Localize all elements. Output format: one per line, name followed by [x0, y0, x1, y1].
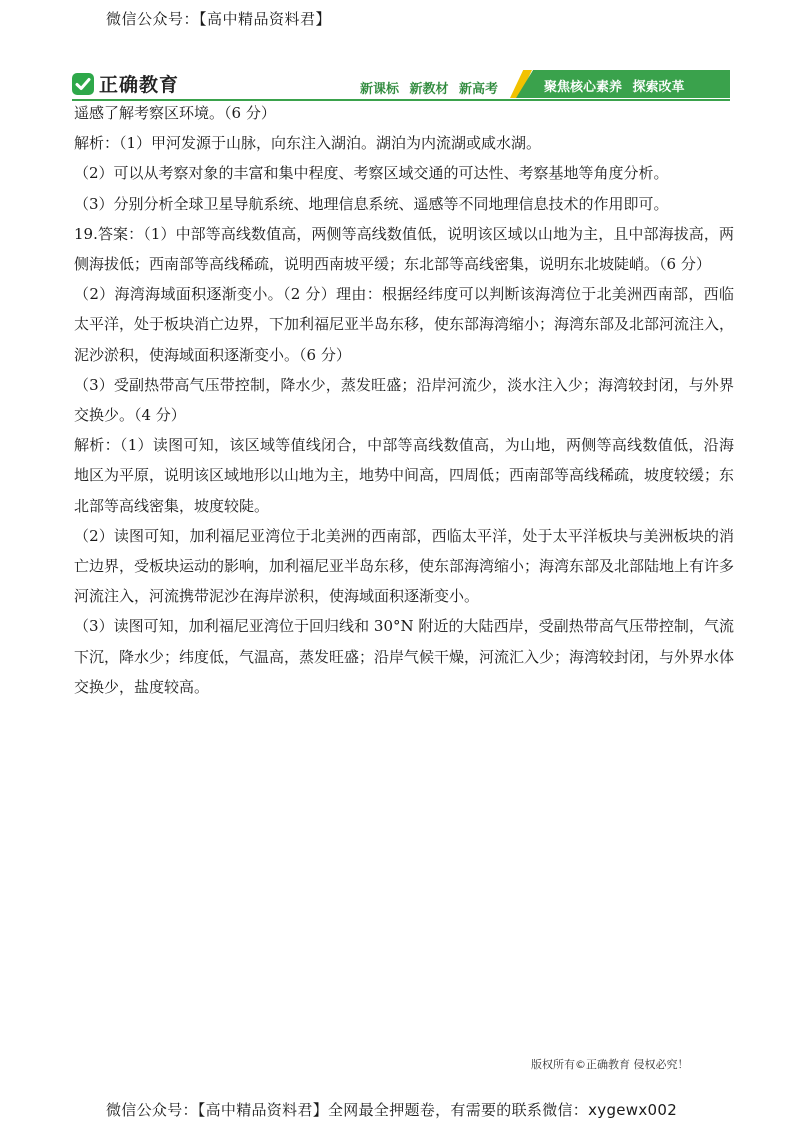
answer-19-part-2: （2）海湾海域面积逐渐变小。（2 分）理由：根据经纬度可以判断该海湾位于北美洲西南部，西临太平洋，处于板块消亡边界，下加利福尼亚半岛东移，使东部海湾缩小；海湾东部及北部河流注入，泥沙淤积，使海域面积逐渐变小。（6 分）	[74, 285, 735, 364]
checkmark-icon	[72, 73, 94, 95]
copyright-notice: 版权所有©正确教育 侵权必究！	[531, 1058, 689, 1071]
paragraph: （3）分别分析全球卫星导航系统、地理信息系统、遥感等不同地理信息技术的作用即可。	[74, 194, 669, 213]
answer-19-part-3: （3）受副热带高气压带控制，降水少，蒸发旺盛；沿岸河流少，淡水注入少；海湾较封闭，与外界交换少。（4 分）	[74, 375, 734, 425]
bottom-wechat-banner: 微信公众号：【高中精品资料君】全网最全押题卷，有需要的联系微信：xygewx002	[106, 1101, 678, 1119]
answer-19-part-1: 19.答案：（1）中部等高线数值高，两侧等高线数值低，说明该区域以山地为主，且中部海拔高，两侧海拔低；西南部等高线稀疏，说明西南坡平缓；东北部等高线密集，说明东北坡陡峭。（6 分）	[74, 224, 734, 274]
paragraph: 解析：（1）甲河发源于山脉，向东注入湖泊。湖泊为内流湖或咸水湖。	[74, 134, 542, 153]
brand-logo	[72, 70, 179, 97]
logo-text: 正确教育	[99, 74, 180, 96]
top-wechat-banner: 微信公众号：【高中精品资料君】	[106, 10, 332, 28]
analysis-part-1: 解析：（1）读图可知，该区域等值线闭合，中部等高线数值高，为山地，两侧等高线数值低，沿海地区为平原，说明该区域地形以山地为主，地势中间高，四周低；西南部等高线稀疏，坡度较缓；东北部等高线密集，坡度较陡。	[74, 436, 735, 515]
analysis-part-2: （2）读图可知，加利福尼亚湾位于北美洲的西南部，西临太平洋，处于太平洋板块与美洲板块的消亡边界，受板块运动的影响，加利福尼亚半岛东移，使东部海湾缩小；海湾东部及北部陆地上有许多河流注入，河流携带泥沙在海岸淤积，使海域面积逐渐变小。	[74, 526, 735, 606]
paragraph: （2）可以从考察对象的丰富和集中程度、考察区域交通的可达性、考察基地等角度分析。	[74, 164, 669, 183]
document-body	[74, 98, 734, 702]
slogan-right: 聚焦核心素养 探索改革	[544, 80, 685, 95]
analysis-part-3: （3）读图可知，加利福尼亚湾位于回归线和 30°N 附近的大陆西岸，受副热带高气压带控制，气流下沉，降水少；纬度低，气温高，蒸发旺盛；沿岸气候干燥，河流汇入少；海湾较封闭，与外界水体交换少，盐度较高。	[74, 617, 735, 696]
paragraph: 遥感了解考察区环境。（6 分）	[74, 104, 276, 122]
slogan-left: 新课标 新教材 新高考	[360, 82, 499, 97]
